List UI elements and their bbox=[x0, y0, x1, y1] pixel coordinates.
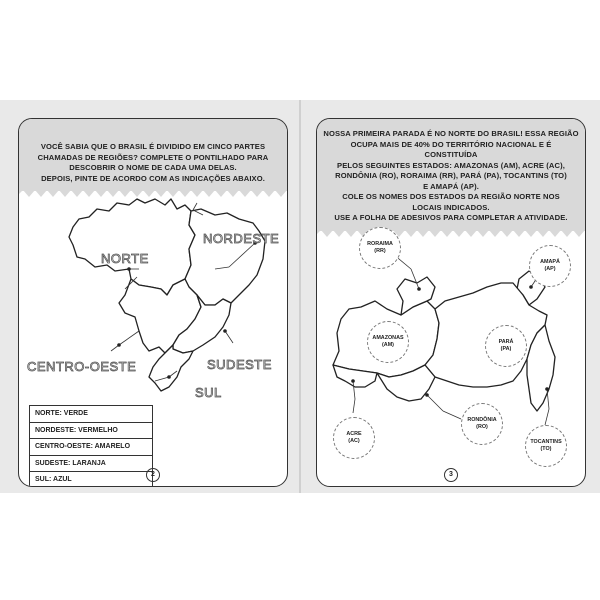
state-abbr: (AP) bbox=[544, 266, 556, 272]
intro-line: COLE OS NOMES DOS ESTADOS DA REGIÃO NORTE NOS bbox=[342, 192, 560, 201]
legend-row: NORDESTE: VERMELHO bbox=[30, 423, 152, 440]
marker-to bbox=[545, 387, 549, 391]
intro-line: CHAMADAS DE REGIÕES? COMPLETE O PONTILHADO PARA bbox=[37, 152, 269, 162]
intro-line: LOCAIS INDICADOS. bbox=[412, 202, 490, 212]
intro-line: DEPOIS, PINTE DE ACORDO COM AS INDICAÇÕES ABAIXO. bbox=[41, 173, 265, 183]
marker-sudeste bbox=[223, 329, 227, 333]
trace-label-nordeste: NORDESTE bbox=[203, 231, 280, 246]
legend-row: CENTRO-OESTE: AMARELO bbox=[30, 439, 152, 456]
intro-line: VOCÊ SABIA QUE O BRASIL É DIVIDIDO EM CINCO PARTES bbox=[40, 142, 266, 151]
intro-line: RONDÔNIA (RO), RORAIMA (RR), PARÁ (PA), TOCANTINS (TO) bbox=[335, 171, 567, 180]
state-name: TOCANTINS bbox=[530, 439, 562, 445]
trace-label-norte: NORTE bbox=[101, 251, 149, 266]
legend-row: NORTE: VERDE bbox=[30, 406, 152, 423]
page-number: 3 bbox=[444, 468, 458, 482]
legend-row: SUL: AZUL bbox=[35, 476, 72, 483]
trace-label-sul: SUL bbox=[195, 385, 222, 400]
state-name: AMAZONAS bbox=[372, 335, 404, 341]
marker-centro-oeste bbox=[117, 343, 121, 347]
legend-row: SUDESTE: LARANJA bbox=[30, 456, 152, 473]
left-page bbox=[18, 118, 288, 487]
state-abbr: (RR) bbox=[374, 248, 386, 254]
label-slot-para bbox=[485, 325, 527, 367]
intro-line: USE A FOLHA DE ADESIVOS PARA COMPLETAR A ATIVIDADE. bbox=[334, 213, 568, 222]
state-abbr: (PA) bbox=[500, 346, 512, 352]
page-gutter bbox=[299, 100, 301, 493]
intro-line: DESCOBRIR O NOME DE CADA UMA DELAS. bbox=[69, 163, 237, 172]
label-slot-tocantins bbox=[525, 425, 567, 467]
marker-ro bbox=[425, 393, 429, 397]
marker-sul bbox=[167, 375, 171, 379]
region-sul bbox=[149, 345, 193, 391]
marker-rr bbox=[417, 287, 421, 291]
state-name: ACRE bbox=[346, 431, 362, 437]
intro-line: E AMAPÁ (AP). bbox=[423, 181, 479, 191]
trace-label-sudeste: SUDESTE bbox=[207, 357, 272, 372]
intro-line: NOSSA PRIMEIRA PARADA É NO NORTE DO BRASIL! ESSA REGIÃO bbox=[323, 129, 579, 138]
booklet-spread bbox=[0, 100, 600, 493]
label-slot-acre bbox=[333, 417, 375, 459]
trace-label-centro-oeste: CENTRO-OESTE bbox=[27, 359, 137, 374]
marker-ac bbox=[351, 379, 355, 383]
label-slot-amapa bbox=[529, 245, 571, 287]
marker-norte bbox=[127, 267, 131, 271]
marker-ap bbox=[529, 285, 533, 289]
label-slot-amazonas bbox=[367, 321, 409, 363]
state-name: PARÁ bbox=[498, 339, 514, 345]
color-legend bbox=[29, 405, 153, 487]
state-name: RORAIMA bbox=[367, 241, 393, 247]
page-number: 2 bbox=[146, 468, 160, 482]
label-slot-roraima bbox=[359, 227, 401, 269]
region-nordeste bbox=[185, 209, 265, 305]
intro-line: OCUPA MAIS DE 40% DO TERRITÓRIO NACIONAL E É CONSTITUÍDA bbox=[350, 139, 552, 159]
intro-line: PELOS SEGUINTES ESTADOS: AMAZONAS (AM), ACRE (AC), bbox=[337, 160, 565, 170]
state-abbr: (AC) bbox=[348, 438, 360, 444]
state-name: RONDÔNIA bbox=[467, 417, 497, 423]
right-page bbox=[316, 118, 586, 487]
label-slot-rondonia bbox=[461, 403, 503, 445]
state-abbr: (AM) bbox=[382, 342, 394, 348]
state-name: AMAPÁ bbox=[540, 259, 560, 265]
state-abbr: (TO) bbox=[540, 446, 552, 452]
state-abbr: (RO) bbox=[476, 424, 488, 430]
